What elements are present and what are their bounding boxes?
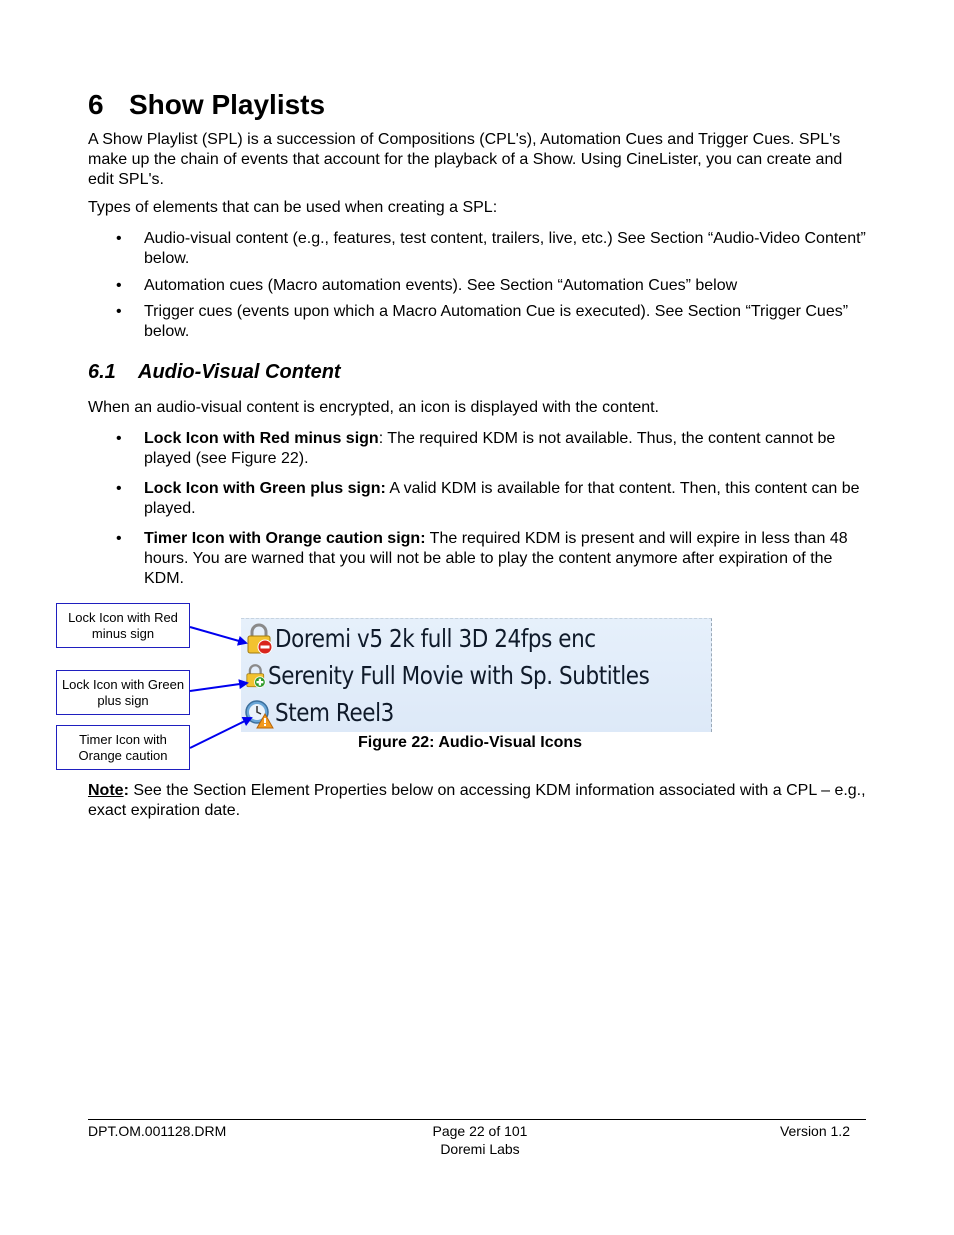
callout-green-lock: Lock Icon with Green plus sign <box>56 670 190 715</box>
subsection-number: 6.1 <box>88 361 116 383</box>
bullet: • <box>116 430 122 447</box>
content-row[interactable] <box>241 621 711 657</box>
content-title: Serenity Full Movie with Sp. Subtitles <box>267 661 649 690</box>
section-number: 6 <box>88 89 104 120</box>
bullet: • <box>116 230 122 247</box>
footer-divider <box>88 1119 866 1120</box>
section-title: Show Playlists <box>129 89 326 120</box>
list-item: • Lock Icon with Red minus sign: The required KDM is not available. Thus, the content cannot be played (see Figure 22). <box>116 430 836 467</box>
footer-page-info <box>380 1122 580 1158</box>
content-title: Doremi v5 2k full 3D 24fps enc <box>275 624 596 653</box>
list-item: • Trigger cues (events upon which a Macro Automation Cue is executed). See Section “Trigger Cues” below. <box>116 303 849 340</box>
subsection-heading <box>88 359 341 385</box>
bullet: • <box>116 303 122 320</box>
section-heading <box>88 88 325 122</box>
note-label: Note <box>88 782 124 799</box>
footer-version: Version 1.2 <box>779 1123 850 1139</box>
footer-doc-id: DPT.OM.001128.DRM <box>88 1123 227 1139</box>
list-item: • Automation cues (Macro automation events). See Section “Automation Cues” below <box>116 277 738 294</box>
subsection-title: Audio-Visual Content <box>138 361 341 383</box>
bullet: • <box>116 480 122 497</box>
list-item: • Lock Icon with Green plus sign: A valid KDM is available for that content. Then, this content can be played. <box>116 480 860 517</box>
content-row[interactable] <box>241 695 711 731</box>
lock-red-minus-icon <box>243 623 275 655</box>
lock-green-plus-icon <box>243 660 268 692</box>
content-title: Stem Reel3 <box>275 698 394 727</box>
footer-company: Doremi Labs <box>440 1141 520 1157</box>
bullet: • <box>116 530 122 547</box>
types-intro: Types of elements that can be used when creating a SPL: <box>88 199 498 216</box>
bullet: • <box>116 277 122 294</box>
content-row[interactable] <box>241 658 711 694</box>
av-intro: When an audio-visual content is encrypted, an icon is displayed with the content. <box>88 399 659 416</box>
list-item: • Audio-visual content (e.g., features, test content, trailers, live, etc.) See Section “Audio-Video Content” below. <box>116 230 866 267</box>
callout-orange-timer: Timer Icon with Orange caution <box>56 725 190 770</box>
intro-paragraph: A Show Playlist (SPL) is a succession of Compositions (CPL's), Automation Cues and Trigger Cues. SPL's make up the chain of events that account for the playback of a Show. Using CineLister, you can create and edit SPL's. <box>88 131 843 188</box>
element-types-list <box>88 229 868 342</box>
icon-description-list <box>88 429 868 589</box>
arrow-red-lock <box>190 627 246 643</box>
footer-page-number: Page 22 of 101 <box>432 1123 528 1139</box>
list-item: • Timer Icon with Orange caution sign: The required KDM is present and will expire in less than 48 hours. You are warned that you will not be able to play the content anymore after expiration of the KDM. <box>116 530 848 587</box>
content-list-screenshot <box>241 618 712 732</box>
note-paragraph: Note: See the Section Element Properties below on accessing KDM information associated with a CPL – e.g., exact expiration date. <box>88 782 866 819</box>
figure-caption: Figure 22: Audio-Visual Icons <box>358 734 583 751</box>
timer-orange-caution-icon <box>243 697 275 729</box>
callout-red-lock: Lock Icon with Red minus sign <box>56 603 190 648</box>
arrow-green-lock <box>190 683 247 691</box>
